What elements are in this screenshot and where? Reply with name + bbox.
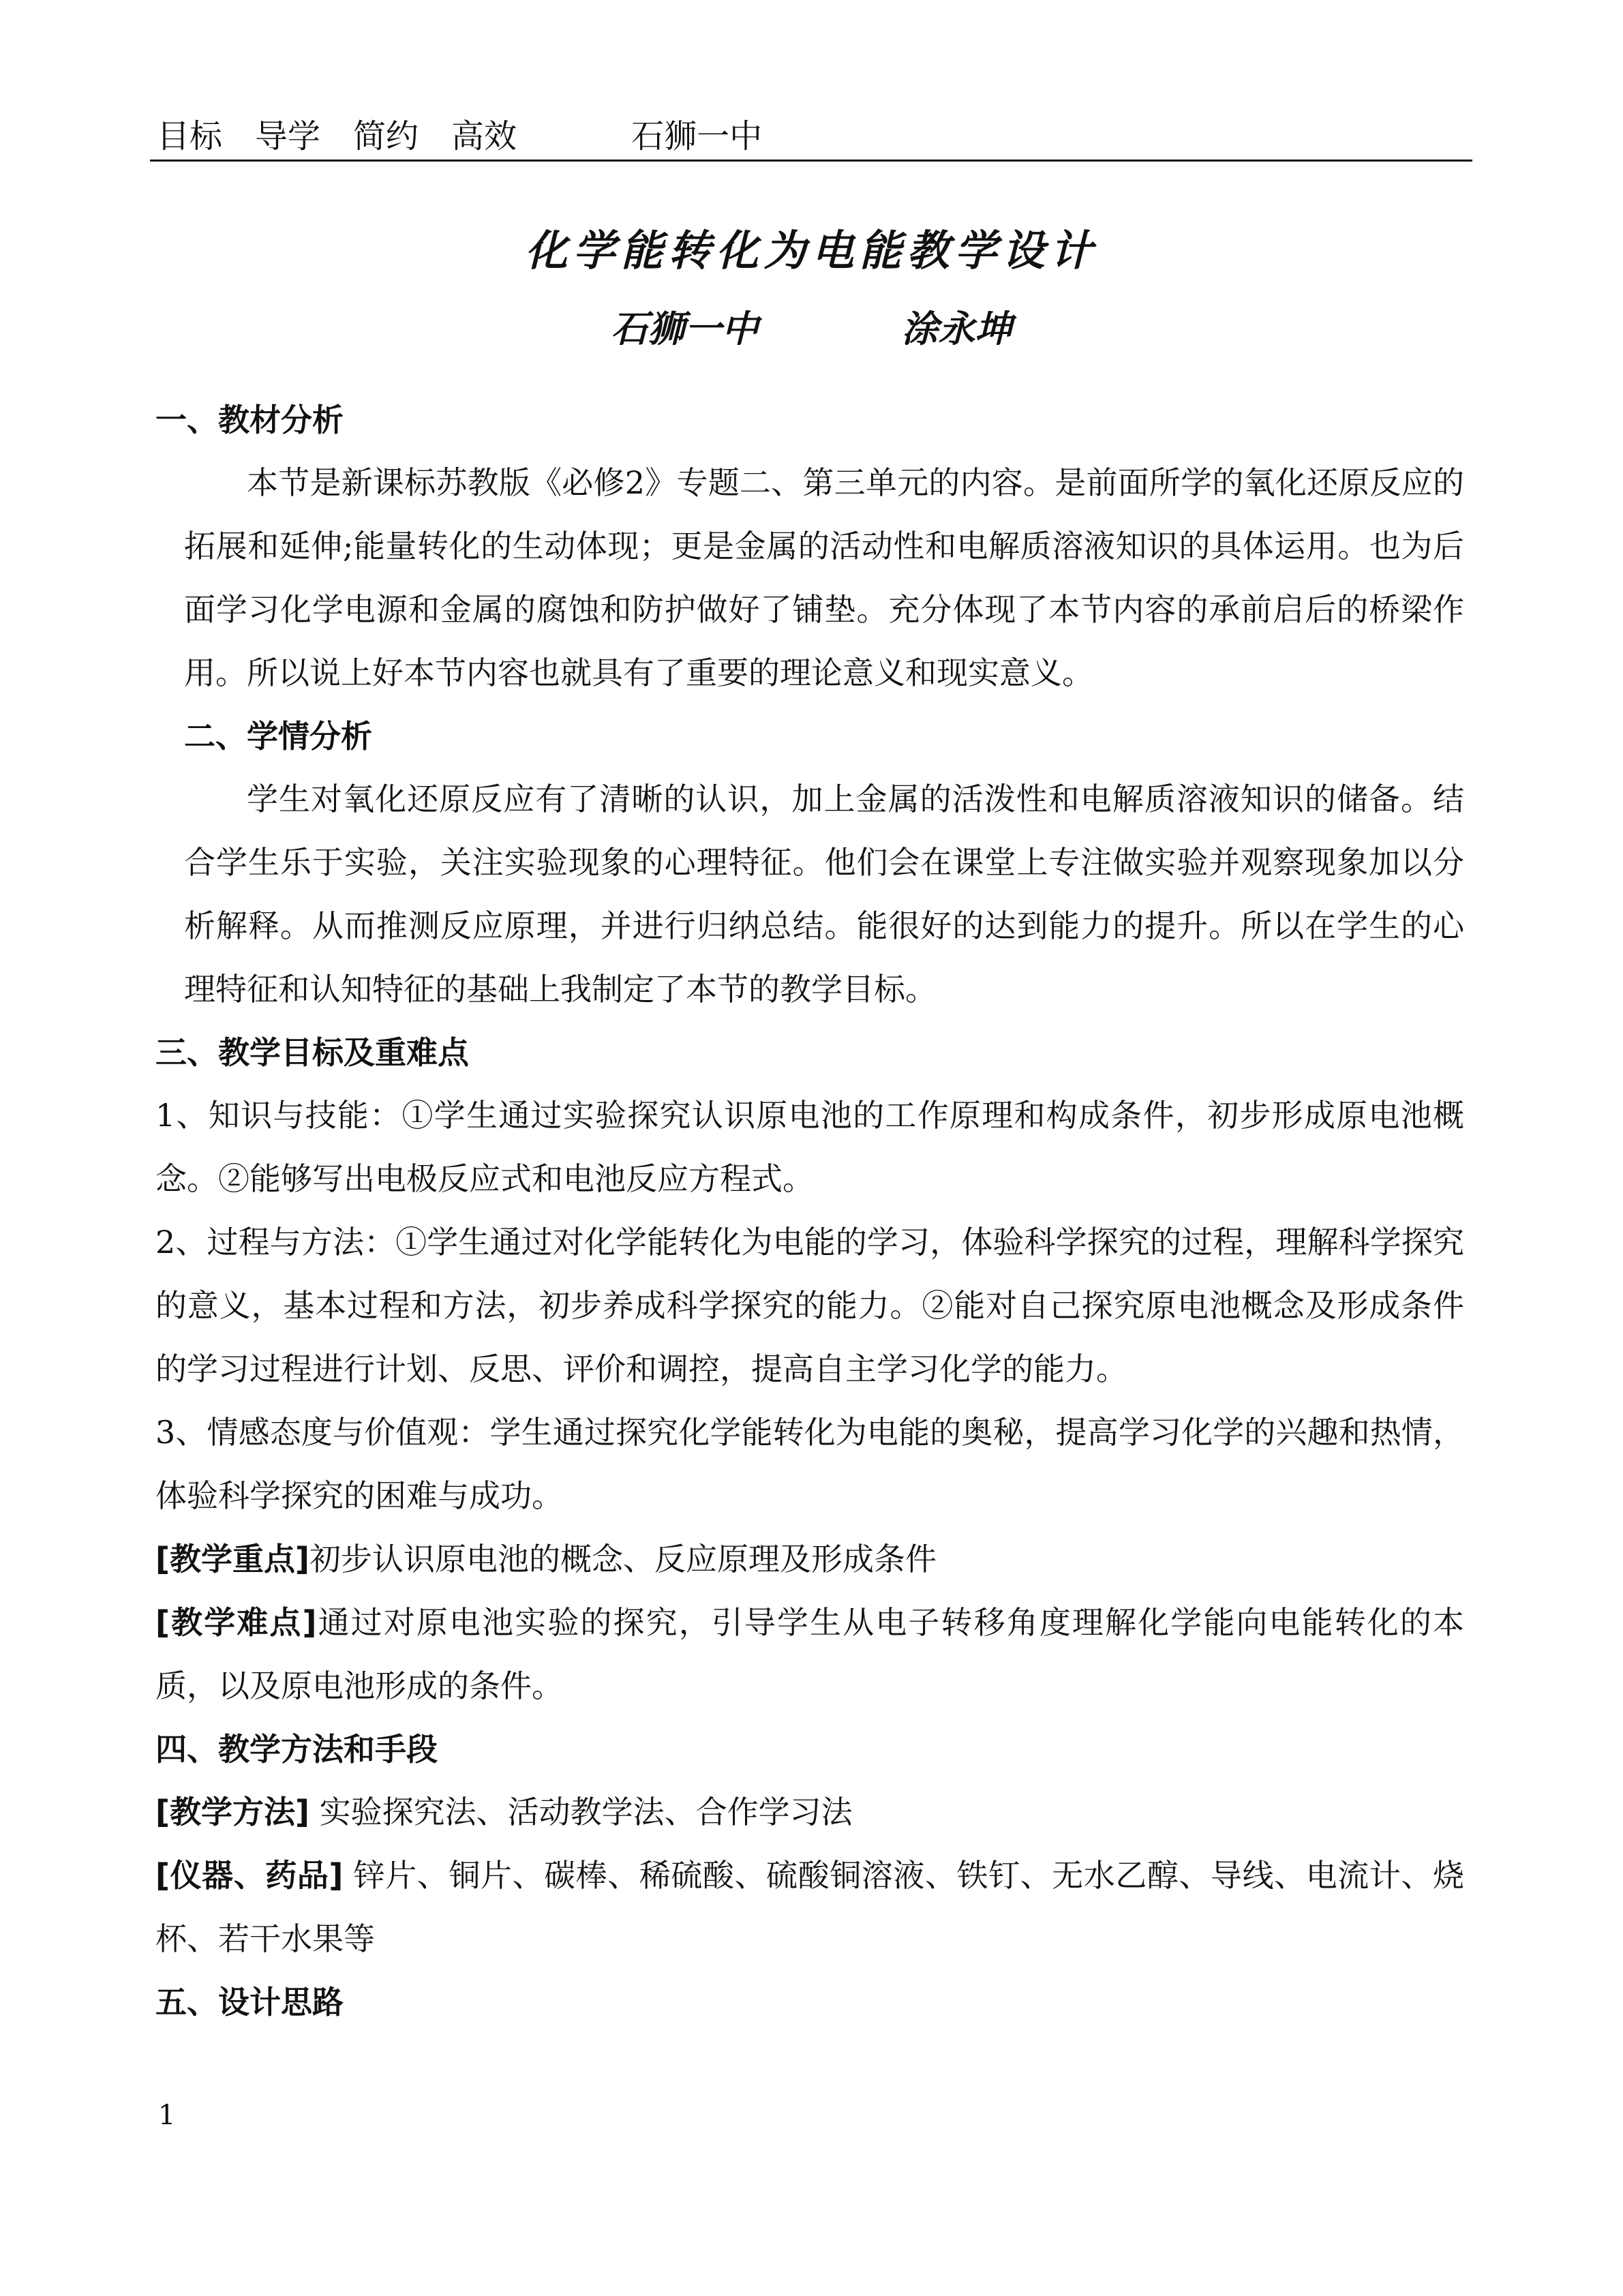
header-item: 导学 <box>255 117 321 155</box>
byline-author: 涂永坤 <box>901 307 1012 350</box>
byline <box>0 300 1623 352</box>
section-heading: 一、教材分析 <box>155 402 344 438</box>
difficult-point-tag: [教学难点] <box>155 1604 317 1641</box>
section-heading: 三、教学目标及重难点 <box>155 1034 469 1071</box>
teaching-method-tag: [教学方法] <box>155 1794 310 1830</box>
goal-attitude: 3、情感态度与价值观：学生通过探究化学能转化为电能的奥秘，提高学习化学的兴趣和热情，体验科学探究的困难与成功。 <box>155 1414 1464 1514</box>
key-point-tag: [教学重点] <box>155 1541 310 1577</box>
equipment <box>155 1844 1464 1971</box>
document-title: 化学能转化为电能教学设计 <box>525 226 1098 275</box>
difficult-point-text: 通过对原电池实验的探究，引导学生从电子转移角度理解化学能向电能转化的本质，以及原电池形成的条件。 <box>155 1604 1465 1704</box>
header-item: 目标 <box>157 117 223 155</box>
section-heading: 四、教学方法和手段 <box>155 1731 438 1768</box>
key-point-text: 初步认识原电池的概念、反应原理及形成条件 <box>309 1541 937 1577</box>
difficult-point <box>155 1591 1464 1718</box>
header-rule <box>150 160 1472 162</box>
equipment-tag: [仪器、药品] <box>155 1857 344 1894</box>
byline-school: 石狮一中 <box>611 307 759 350</box>
teaching-method-text: 实验探究法、活动教学法、合作学习法 <box>309 1794 853 1830</box>
paragraph: 学生对氧化还原反应有了清晰的认识，加上金属的活泼性和电解质溶液知识的储备。结合学生乐于实验，关注实验现象的心理特征。他们会在课堂上专注做实验并观察现象加以分析解释。从而推测反应原理，并进行归纳总结。能很好的达到能力的提升。所以在学生的心理特征和认知特征的基础上我制定了本节的教学目标。 <box>184 781 1464 1008</box>
paragraph: 本节是新课标苏教版《必修2》专题二、第三单元的内容。是前面所学的氧化还原反应的拓展和延伸;能量转化的生动体现；更是金属的活动性和电解质溶液知识的具体运用。也为后面学习化学电源和金属的腐蚀和防护做好了铺垫。充分体现了本节内容的承前启后的桥梁作用。所以说上好本节内容也就具有了重要的理论意义和现实意义。 <box>184 464 1464 691</box>
section-heading: 二、学情分析 <box>184 718 372 755</box>
key-point <box>155 1528 1464 1591</box>
teaching-method <box>155 1781 1464 1844</box>
header-item: 高效 <box>451 117 517 155</box>
goal-knowledge: 1、知识与技能：①学生通过实验探究认识原电池的工作原理和构成条件，初步形成原电池概念。②能够写出电极反应式和电池反应方程式。 <box>155 1097 1464 1197</box>
document-body <box>155 389 1464 2034</box>
header-item: 简约 <box>353 117 419 155</box>
page-number: 1 <box>158 2100 176 2131</box>
page-header <box>157 115 1472 162</box>
equipment-text: 锌片、铜片、碳棒、稀硫酸、硫酸铜溶液、铁钉、无水乙醇、导线、电流计、烧杯、若干水果等 <box>155 1857 1465 1957</box>
section-heading: 五、设计思路 <box>155 1984 344 2021</box>
goal-process: 2、过程与方法：①学生通过对化学能转化为电能的学习，体验科学探究的过程，理解科学探究的意义，基本过程和方法，初步养成科学探究的能力。②能对自己探究原电池概念及形成条件的学习过程进行计划、反思、评价和调控，提高自主学习化学的能力。 <box>155 1224 1464 1387</box>
header-school: 石狮一中 <box>631 117 763 155</box>
